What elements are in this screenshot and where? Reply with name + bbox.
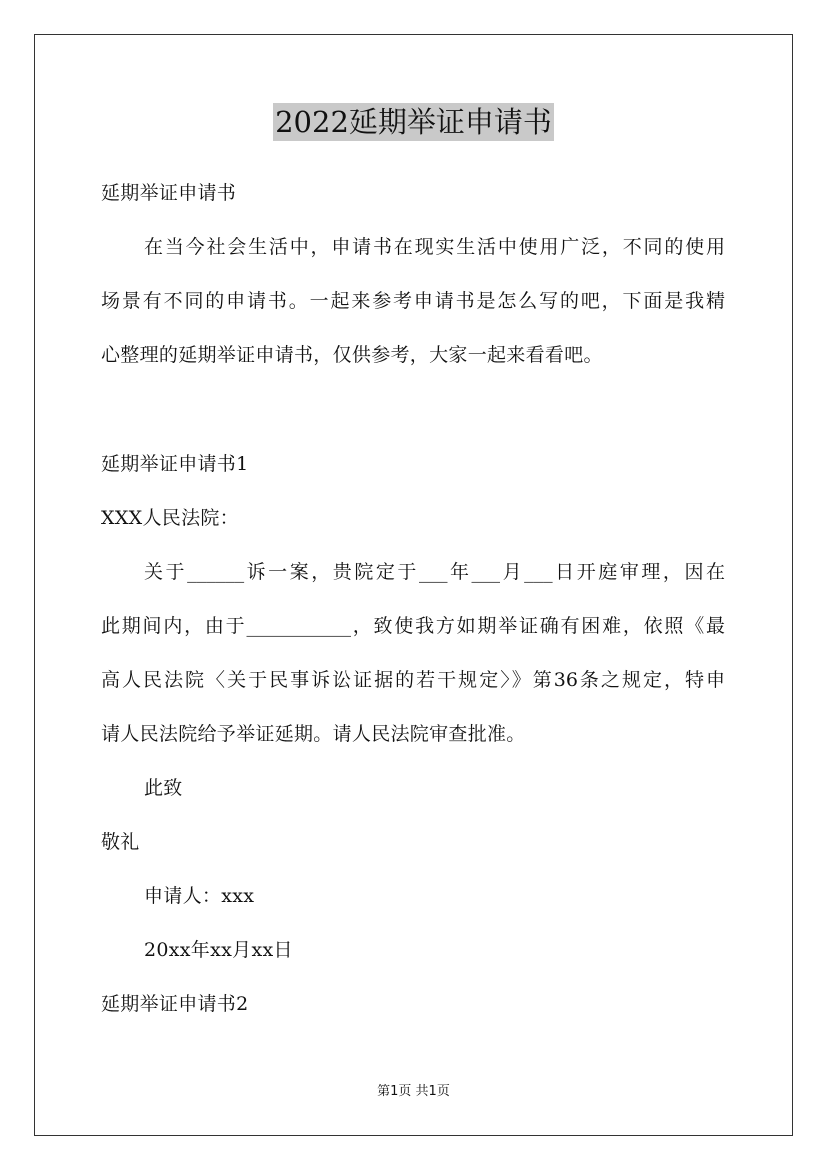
document-title: 2022延期举证申请书 [275,105,552,139]
closing-regards: 敬礼 [101,831,140,853]
intro-line-1: 在当今社会生活中，申请书在现实生活中使用广泛，不同的使用 [144,236,725,258]
document-subtitle: 延期举证申请书 [101,182,237,204]
closing-salutation: 此致 [144,777,183,799]
body-line-4: 请人民法院给予举证延期。请人民法院审查批准。 [101,723,526,745]
applicant-line: 申请人：xxx [144,885,255,907]
addressee: XXX人民法院： [101,507,239,529]
page-footer: 第1页 共1页 [377,1084,450,1099]
intro-line-2: 场景有不同的申请书。一起来参考申请书是怎么写的吧，下面是我精 [101,290,725,312]
section1-heading: 延期举证申请书1 [101,453,249,475]
body-line-3: 高人民法院〈关于民事诉讼证据的若干规定〉》第36条之规定，特申 [101,669,725,691]
section2-heading: 延期举证申请书2 [101,993,249,1015]
body-line-2: 此期间内，由于___________，致使我方如期举证确有困难，依照《最 [101,615,725,637]
body-line-1: 关于______诉一案，贵院定于___年___月___日开庭审理，因在 [144,561,725,583]
title-container [0,103,827,141]
date-line: 20xx年xx月xx日 [144,939,293,961]
intro-line-3: 心整理的延期举证申请书，仅供参考，大家一起来看看吧。 [101,344,603,366]
